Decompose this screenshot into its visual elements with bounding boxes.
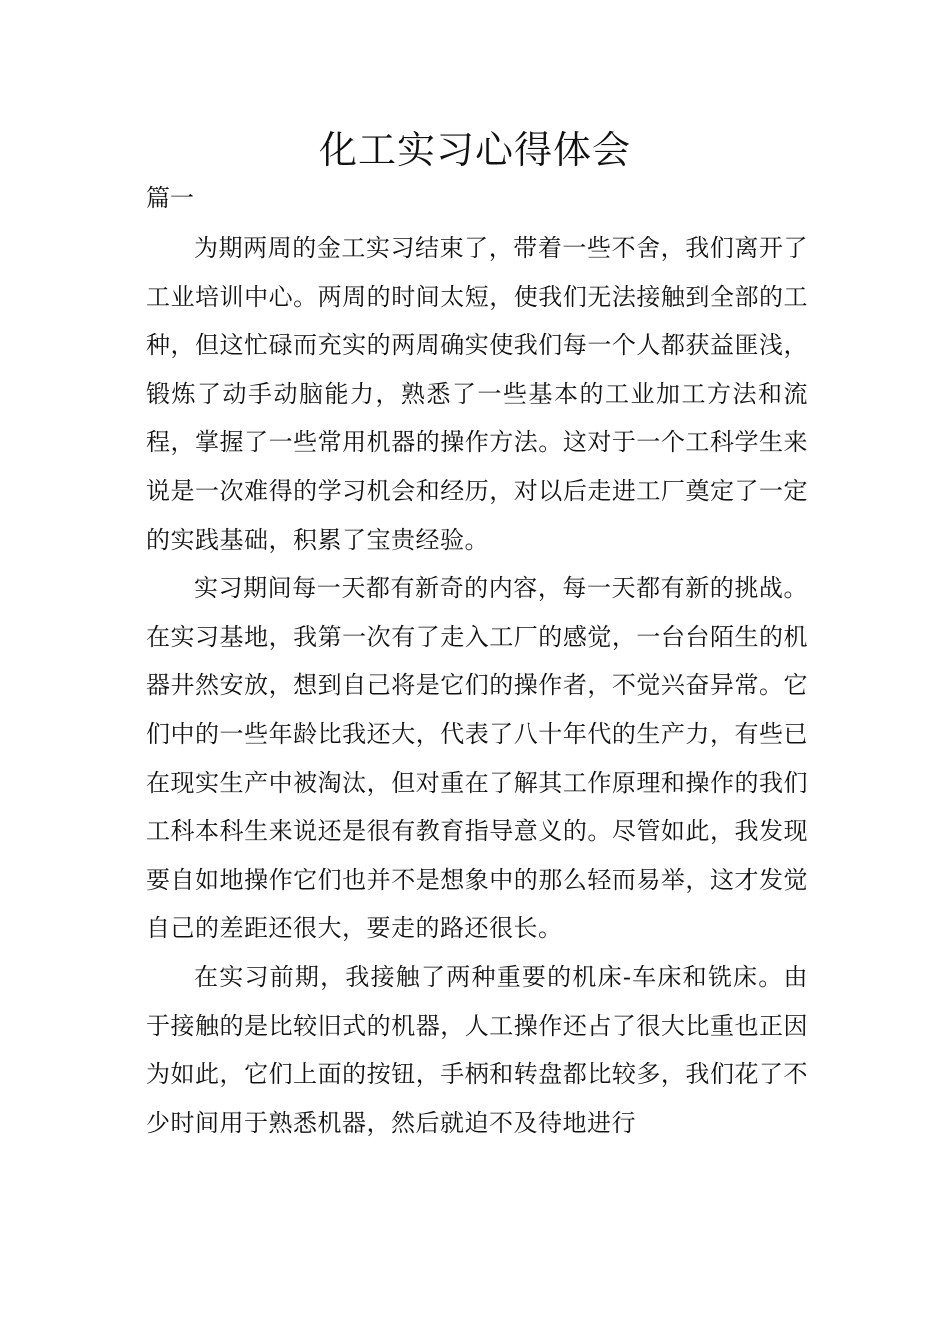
document-title: 化工实习心得体会: [318, 128, 631, 172]
paragraph: 为期两周的金工实习结束了，带着一些不舍，我们离开了工业培训中心。两周的时间太短，使我们无法接触到全部的工种，但这忙碌而充实的两周确实使我们每一个人都获益匪浅，锻炼了动手动脑能力，熟悉了一些基本的工业加工方法和流程，掌握了一些常用机器的操作方法。这对于一个工科学生来说是一次难得的学习机会和经历，对以后走进工厂奠定了一定的实践基础，积累了宝贵经验。: [146, 234, 808, 554]
paragraph: 在实习前期，我接触了两种重要的机床-车床和铣床。由于接触的是比较旧式的机器，人工操作还占了很大比重也正因为如此，它们上面的按钮，手柄和转盘都比较多，我们花了不少时间用于熟悉机器，然后就迫不及待地进行: [146, 962, 808, 1137]
document-body: [146, 224, 808, 1147]
section-label: 篇一: [146, 184, 194, 212]
paragraph: 实习期间每一天都有新奇的内容，每一天都有新的挑战。在实习基地，我第一次有了走入工厂的感觉，一台台陌生的机器井然安放，想到自己将是它们的操作者，不觉兴奋异常。它们中的一些年龄比我还大，代表了八十年代的生产力，有些已在现实生产中被淘汰，但对重在了解其工作原理和操作的我们工科本科生来说还是很有教育指导意义的。尽管如此，我发现要自如地操作它们也并不是想象中的那么轻而易举，这才发觉自己的差距还很大，要走的路还很长。: [146, 574, 808, 943]
